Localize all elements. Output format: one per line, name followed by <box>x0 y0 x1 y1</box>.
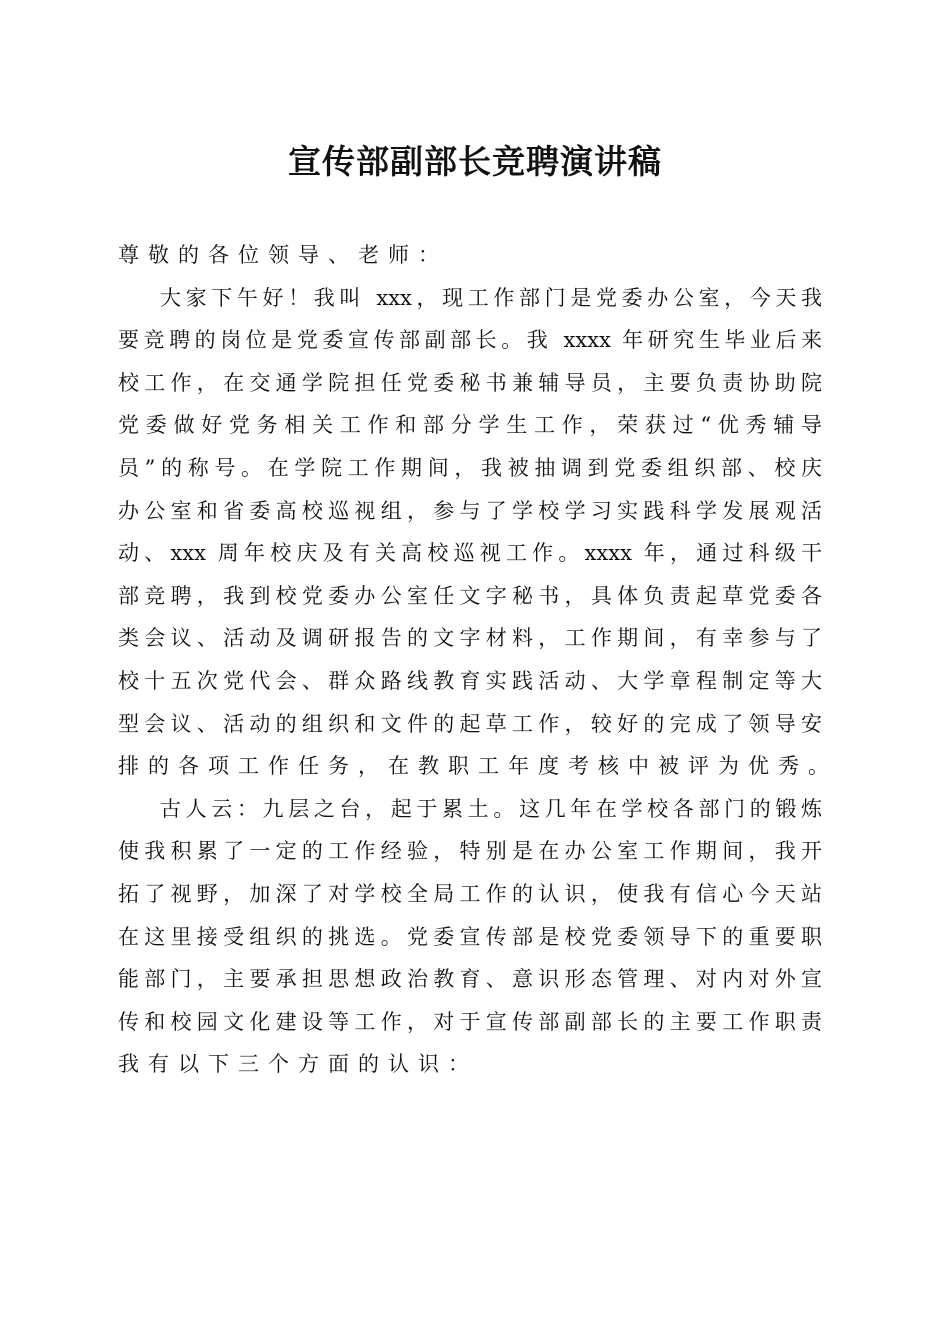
salutation: 尊敬的各位领导、老师： <box>118 243 448 267</box>
paragraph-line: 能部门，主要承担思想政治教育、意识形态管理、对内对外宣 <box>118 967 822 992</box>
document-title: 宣传部副部长竞聘演讲稿 <box>288 142 662 181</box>
paragraph-line: 拓了视野，加深了对学校全局工作的认识，使我有信心今天站 <box>118 881 822 906</box>
paragraph-line: 员”的称号。在学院工作期间，我被抽调到党委组织部、校庆 <box>118 455 822 480</box>
paragraph-line: 在这里接受组织的挑选。党委宣传部是校党委领导下的重要职 <box>118 924 822 949</box>
paragraph-line: 动、xxx 周年校庆及有关高校巡视工作。xxxx 年，通过科级干 <box>118 541 822 566</box>
paragraph-1 <box>118 277 838 788</box>
paragraph-2 <box>118 788 822 1086</box>
paragraph-line: 古人云：九层之台，起于累土。这几年在学校各部门的锻炼 <box>160 796 822 821</box>
paragraph-line: 型会议、活动的组织和文件的起草工作，较好的完成了领导安 <box>118 711 822 736</box>
paragraph-line: 排的各项工作任务，在教职工年度考核中被评为优秀。 <box>118 754 838 779</box>
paragraph-line: 要竞聘的岗位是党委宣传部副部长。我 xxxx 年研究生毕业后来 <box>118 328 822 353</box>
paragraph-line: 类会议、活动及调研报告的文字材料，工作期间，有幸参与了 <box>118 626 822 651</box>
paragraph-line: 部竞聘，我到校党委办公室任文字秘书，具体负责起草党委各 <box>118 583 822 608</box>
paragraph-line: 校工作，在交通学院担任党委秘书兼辅导员，主要负责协助院 <box>118 370 822 395</box>
paragraph-line: 办公室和省委高校巡视组，参与了学校学习实践科学发展观活 <box>118 498 822 523</box>
paragraph-line: 党委做好党务相关工作和部分学生工作，荣获过“优秀辅导 <box>118 413 822 438</box>
paragraph-line: 大家下午好！我叫 xxx，现工作部门是党委办公室，今天我 <box>160 285 822 310</box>
paragraph-line: 使我积累了一定的工作经验，特别是在办公室工作期间，我开 <box>118 839 822 864</box>
document-body <box>118 234 838 1086</box>
paragraph-line: 传和校园文化建设等工作，对于宣传部副部长的主要工作职责 <box>118 1009 822 1034</box>
paragraph-line: 我有以下三个方面的认识： <box>118 1052 478 1077</box>
paragraph-line: 校十五次党代会、群众路线教育实践活动、大学章程制定等大 <box>118 668 822 693</box>
